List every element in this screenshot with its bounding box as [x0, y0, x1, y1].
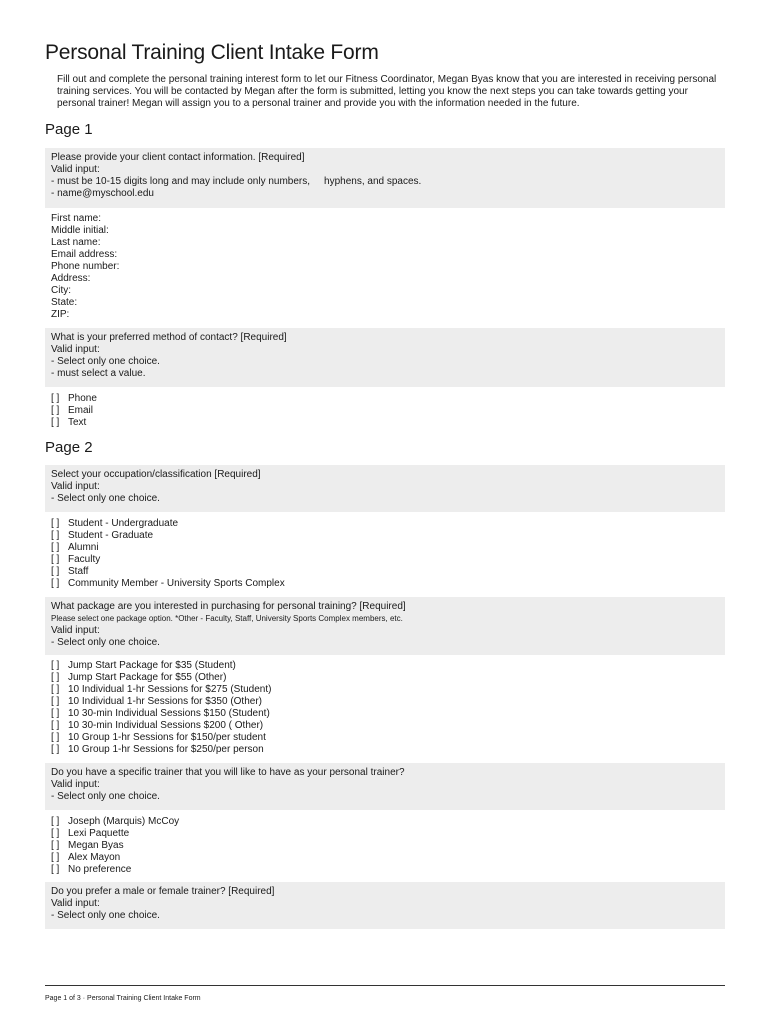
- option-label: Community Member - University Sports Complex: [68, 578, 285, 589]
- gender-valid-label: Valid input:: [51, 898, 100, 909]
- option-label: Faculty: [68, 554, 101, 565]
- occupation-option[interactable]: [51, 530, 285, 542]
- package-option[interactable]: [51, 720, 271, 732]
- option-label: Alumni: [68, 542, 99, 553]
- occupation-option[interactable]: [51, 542, 285, 554]
- checkbox[interactable]: [ ]: [51, 744, 60, 755]
- address-field[interactable]: Address:: [51, 273, 91, 284]
- checkbox[interactable]: [ ]: [51, 417, 60, 428]
- method-rule-2: - must select a value.: [51, 368, 146, 379]
- contact-rule-email: - name@myschool.edu: [51, 188, 154, 199]
- intro-text: Fill out and complete the personal training interest form to let our Fitness Coordinator, Megan Byas know that you are interested in receiving personal training services. You will be contacted by Megan after the form is submitted, letting you know the next steps you can take towards getting your personal trainer! Megan will assign you to a personal trainer and provide you with the information needed in the future.: [57, 74, 717, 109]
- gender-question-box: [45, 882, 725, 929]
- option-label: Alex Mayon: [68, 852, 121, 863]
- package-option[interactable]: [51, 660, 271, 672]
- page-title: Personal Training Client Intake Form: [45, 41, 379, 64]
- middle-initial-field[interactable]: Middle initial:: [51, 225, 109, 236]
- state-field[interactable]: State:: [51, 297, 78, 308]
- page2-heading: Page 2: [45, 439, 93, 456]
- option-label: Text: [68, 417, 87, 428]
- occupation-option[interactable]: [51, 566, 285, 578]
- option-label: 10 Group 1-hr Sessions for $150/per student: [68, 732, 266, 743]
- package-option[interactable]: [51, 732, 271, 744]
- option-label: Jump Start Package for $55 (Other): [68, 672, 227, 683]
- checkbox[interactable]: [ ]: [51, 578, 60, 589]
- occupation-question-prompt: Select your occupation/classification [Required]: [51, 469, 261, 480]
- package-option[interactable]: [51, 696, 271, 708]
- method-option-phone[interactable]: [51, 393, 97, 405]
- trainer-option[interactable]: [51, 840, 179, 852]
- option-label: 10 Individual 1-hr Sessions for $350 (Other): [68, 696, 262, 707]
- method-question-box: [45, 328, 725, 387]
- package-question-prompt: What package are you interested in purchasing for personal training? [Required]: [51, 601, 406, 612]
- option-label: Student - Graduate: [68, 530, 154, 541]
- option-label: Email: [68, 405, 94, 416]
- trainer-option[interactable]: [51, 852, 179, 864]
- checkbox[interactable]: [ ]: [51, 672, 60, 683]
- checkbox[interactable]: [ ]: [51, 852, 60, 863]
- option-label: 10 30-min Individual Sessions $150 (Student): [68, 708, 270, 719]
- occupation-option[interactable]: [51, 578, 285, 590]
- last-name-field[interactable]: Last name:: [51, 237, 101, 248]
- package-options-list: [51, 660, 271, 756]
- contact-fields-list: [51, 213, 119, 321]
- checkbox[interactable]: [ ]: [51, 732, 60, 743]
- contact-valid-label: Valid input:: [51, 164, 100, 175]
- option-label: Lexi Paquette: [68, 828, 130, 839]
- package-option[interactable]: [51, 744, 271, 756]
- contact-rule-phone-b: hyphens, and spaces.: [324, 176, 422, 187]
- method-valid-label: Valid input:: [51, 344, 100, 355]
- option-label: 10 30-min Individual Sessions $200 ( Other): [68, 720, 264, 731]
- contact-question-box: [45, 148, 725, 208]
- gender-question-prompt: Do you prefer a male or female trainer? [Required]: [51, 886, 275, 897]
- method-option-email[interactable]: [51, 405, 97, 417]
- contact-rule-phone: [51, 176, 719, 188]
- checkbox[interactable]: [ ]: [51, 542, 60, 553]
- city-field[interactable]: City:: [51, 285, 71, 296]
- checkbox[interactable]: [ ]: [51, 660, 60, 671]
- method-question-prompt: What is your preferred method of contact? [Required]: [51, 332, 287, 343]
- checkbox[interactable]: [ ]: [51, 530, 60, 541]
- checkbox[interactable]: [ ]: [51, 566, 60, 577]
- gender-rule-1: - Select only one choice.: [51, 910, 160, 921]
- method-rule-1: - Select only one choice.: [51, 356, 160, 367]
- page1-heading: Page 1: [45, 121, 93, 138]
- occupation-question-box: [45, 465, 725, 512]
- checkbox[interactable]: [ ]: [51, 696, 60, 707]
- package-option[interactable]: [51, 684, 271, 696]
- option-label: Phone: [68, 393, 97, 404]
- occupation-option[interactable]: [51, 518, 285, 530]
- trainer-question-prompt: Do you have a specific trainer that you will like to have as your personal trainer?: [51, 767, 405, 778]
- trainer-options-list: [51, 816, 179, 876]
- trainer-rule-1: - Select only one choice.: [51, 791, 160, 802]
- occupation-valid-label: Valid input:: [51, 481, 100, 492]
- occupation-option[interactable]: [51, 554, 285, 566]
- checkbox[interactable]: [ ]: [51, 720, 60, 731]
- page-footer: Page 1 of 3 · Personal Training Client Intake Form: [45, 995, 201, 1002]
- option-label: 10 Individual 1-hr Sessions for $275 (Student): [68, 684, 272, 695]
- checkbox[interactable]: [ ]: [51, 828, 60, 839]
- option-label: Joseph (Marquis) McCoy: [68, 816, 180, 827]
- method-options-list: [51, 393, 97, 429]
- checkbox[interactable]: [ ]: [51, 684, 60, 695]
- option-label: Staff: [68, 566, 89, 577]
- email-address-field[interactable]: Email address:: [51, 249, 118, 260]
- option-label: Jump Start Package for $35 (Student): [68, 660, 236, 671]
- option-label: Student - Undergraduate: [68, 518, 179, 529]
- trainer-option[interactable]: [51, 864, 179, 876]
- checkbox[interactable]: [ ]: [51, 393, 60, 404]
- option-label: No preference: [68, 864, 132, 875]
- package-valid-label: Valid input:: [51, 625, 100, 636]
- phone-number-field[interactable]: Phone number:: [51, 261, 120, 272]
- package-option[interactable]: [51, 672, 271, 684]
- trainer-question-box: [45, 763, 725, 810]
- trainer-valid-label: Valid input:: [51, 779, 100, 790]
- trainer-option[interactable]: [51, 828, 179, 840]
- option-label: Megan Byas: [68, 840, 124, 851]
- method-option-text[interactable]: [51, 417, 97, 429]
- checkbox[interactable]: [ ]: [51, 816, 60, 827]
- footer-divider: [45, 985, 725, 986]
- trainer-option[interactable]: [51, 816, 179, 828]
- package-rule-1: - Select only one choice.: [51, 637, 160, 648]
- contact-rule-phone-a: - must be 10-15 digits long and may include only numbers,: [51, 176, 311, 187]
- checkbox[interactable]: [ ]: [51, 554, 60, 565]
- zip-field[interactable]: ZIP:: [51, 309, 70, 320]
- option-label: 10 Group 1-hr Sessions for $250/per person: [68, 744, 264, 755]
- package-question-note: Please select one package option. *Other - Faculty, Staff, University Sports Complex members, etc.: [51, 614, 403, 623]
- occupation-options-list: [51, 518, 285, 590]
- contact-question-prompt: Please provide your client contact information. [Required]: [51, 152, 305, 163]
- checkbox[interactable]: [ ]: [51, 864, 60, 875]
- occupation-rule-1: - Select only one choice.: [51, 493, 160, 504]
- package-option[interactable]: [51, 708, 271, 720]
- checkbox[interactable]: [ ]: [51, 840, 60, 851]
- checkbox[interactable]: [ ]: [51, 708, 60, 719]
- checkbox[interactable]: [ ]: [51, 405, 60, 416]
- checkbox[interactable]: [ ]: [51, 518, 60, 529]
- first-name-field[interactable]: First name:: [51, 213, 102, 224]
- package-question-box: [45, 597, 725, 655]
